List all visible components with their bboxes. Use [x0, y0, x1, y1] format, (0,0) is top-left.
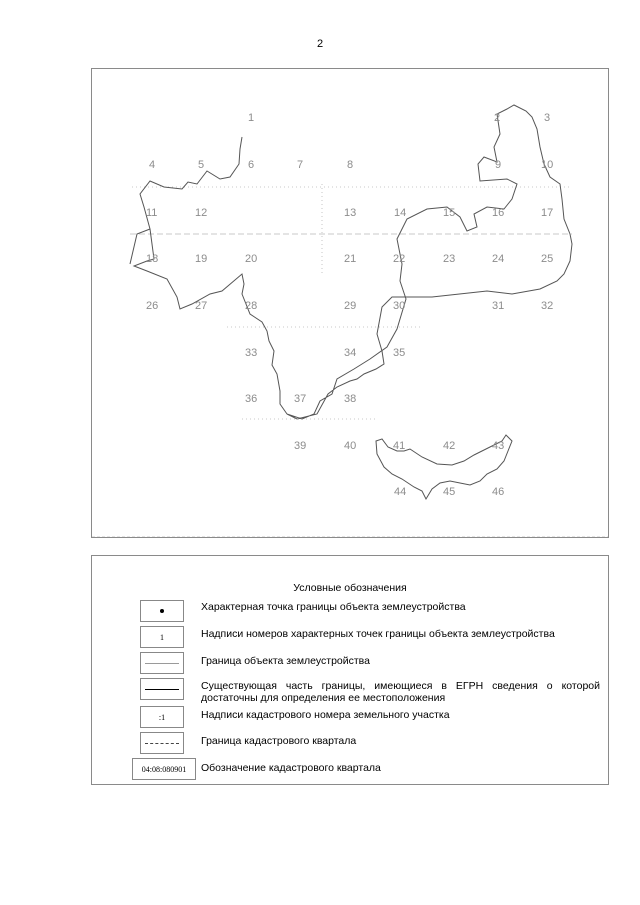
- point-label: 3: [544, 112, 551, 124]
- point-label: 30: [393, 300, 406, 312]
- map-guide-lines: [92, 184, 608, 537]
- point-label: 35: [393, 347, 406, 359]
- legend-symbol-boundary: [140, 652, 184, 674]
- point-label: 46: [492, 486, 505, 498]
- point-label: 40: [344, 440, 357, 452]
- dashed-line-icon: [145, 743, 179, 744]
- point-label: 43: [492, 440, 505, 452]
- point-label: 42: [443, 440, 456, 452]
- point-label: 23: [443, 253, 456, 265]
- legend-symbol-text: 1: [160, 632, 164, 642]
- point-label: 1: [248, 112, 255, 124]
- point-label: 19: [195, 253, 208, 265]
- point-label: 27: [195, 300, 208, 312]
- point-label: 13: [344, 207, 357, 219]
- point-label: 26: [146, 300, 159, 312]
- point-label: 11: [146, 207, 158, 219]
- legend-item-text: Существующая часть границы, имеющиеся в ЕГРН сведения о которой достаточны для определения ее местоположения: [201, 680, 600, 704]
- point-label: 33: [245, 347, 258, 359]
- legend: [91, 555, 609, 785]
- point-label: 21: [344, 253, 357, 265]
- legend-symbol-text: 04:08:080901: [141, 764, 187, 774]
- point-label: 16: [492, 207, 505, 219]
- point-label: 15: [443, 207, 456, 219]
- legend-symbol-point: [140, 600, 184, 622]
- point-label: 28: [245, 300, 258, 312]
- point-label: 39: [294, 440, 307, 452]
- point-label: 45: [443, 486, 456, 498]
- thick-line-icon: [145, 689, 179, 690]
- legend-item-text: Характерная точка границы объекта землеустройства: [201, 601, 466, 613]
- point-dot-icon: [160, 609, 164, 613]
- point-label: 32: [541, 300, 554, 312]
- point-label: 14: [394, 207, 407, 219]
- point-label: 18: [146, 253, 159, 265]
- point-label: 37: [294, 393, 307, 405]
- legend-item-text: Граница кадастрового квартала: [201, 735, 357, 747]
- legend-item-text: Надписи номеров характерных точек границы объекта землеустройства: [201, 628, 555, 640]
- point-label: 36: [245, 393, 258, 405]
- legend-symbol-quarter-code: [132, 758, 196, 780]
- point-label: 44: [394, 486, 407, 498]
- point-label: 22: [393, 253, 406, 265]
- point-label: 31: [492, 300, 505, 312]
- point-label: 7: [297, 159, 304, 171]
- point-label: 29: [344, 300, 357, 312]
- point-label: 17: [541, 207, 554, 219]
- point-label: 20: [245, 253, 258, 265]
- point-label: 5: [198, 159, 205, 171]
- legend-symbol-cadastral-number: [140, 706, 184, 728]
- thin-line-icon: [145, 663, 179, 664]
- point-label: 4: [149, 159, 156, 171]
- point-labels: [146, 112, 553, 498]
- point-label: 2: [494, 112, 501, 124]
- legend-title: Условные обозначения: [293, 582, 407, 594]
- point-label: 41: [393, 440, 406, 452]
- legend-symbol-existing-boundary: [140, 678, 184, 700]
- point-label: 6: [248, 159, 255, 171]
- point-label: 38: [344, 393, 357, 405]
- point-label: 34: [344, 347, 357, 359]
- legend-symbol-quarter-boundary: [140, 732, 184, 754]
- point-label: 8: [347, 159, 354, 171]
- legend-item-text: Граница объекта землеустройства: [201, 655, 370, 667]
- map-drawing: [92, 69, 608, 537]
- map-frame: [91, 68, 609, 538]
- legend-item-text: Обозначение кадастрового квартала: [201, 762, 381, 774]
- point-label: 24: [492, 253, 505, 265]
- point-label: 25: [541, 253, 554, 265]
- legend-symbol-point-number: [140, 626, 184, 648]
- point-label: 12: [195, 207, 208, 219]
- point-label: 10: [541, 159, 554, 171]
- page-number: 2: [316, 38, 324, 50]
- legend-symbol-text: :1: [158, 712, 166, 722]
- point-label: 9: [495, 159, 502, 171]
- legend-item-text: Надписи кадастрового номера земельного участка: [201, 709, 450, 721]
